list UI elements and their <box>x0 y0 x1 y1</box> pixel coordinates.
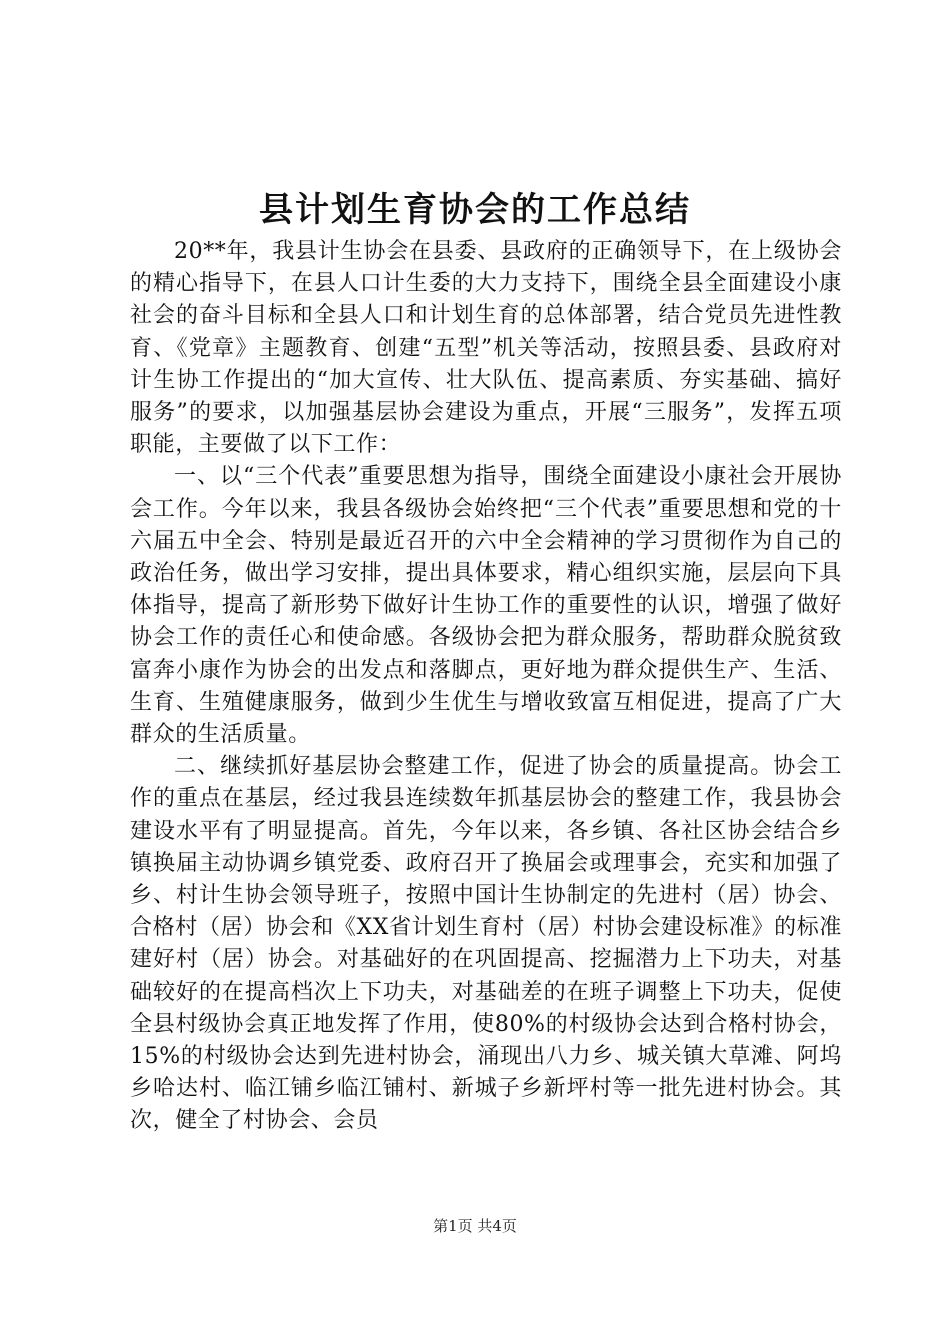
paragraph-intro: 20**年，我县计生协会在县委、县政府的正确领导下，在上级协会的精心指导下，在县人口计生委的大力支持下，围绕全县全面建设小康社会的奋斗目标和全县人口和计划生育的总体部署，结合党员先进性教育、《党章》主题教育、创建“五型”机关等活动，按照县委、县政府对计生协工作提出的“加大宣传、壮大队伍、提高素质、夯实基础、搞好服务”的要求，以加强基层协会建设为重点，开展“三服务”，发挥五项职能，主要做了以下工作： <box>130 239 842 458</box>
page-number-footer: 第1页 共4页 <box>433 1217 517 1235</box>
paragraph-section-2: 二、继续抓好基层协会整建工作，促进了协会的质量提高。协会工作的重点在基层，经过我县连续数年抓基层协会的整建工作，我县协会建设水平有了明显提高。首先，今年以来，各乡镇、各社区协会结合乡镇换届主动协调乡镇党委、政府召开了换届会或理事会，充实和加强了乡、村计生协会领导班子，按照中国计生协制定的先进村（居）协会、合格村（居）协会和《XX省计划生育村（居）村协会建设标准》的标准建好村（居）协会。对基础好的在巩固提高、挖掘潜力上下功夫，对基础较好的在提高档次上下功夫，对基础差的在班子调整上下功夫，促使全县村级协会真正地发挥了作用，使80%的村级协会达到合格村协会，15%的村级协会达到先进村协会，涌现出八力乡、城关镇大草滩、阿坞乡哈达村、临江铺乡临江铺村、新城子乡新坪村等一批先进村协会。其次，健全了村协会、会员 <box>130 754 842 1134</box>
document-body <box>130 236 842 1138</box>
paragraph-section-1: 一、以“三个代表”重要思想为指导，围绕全面建设小康社会开展协会工作。今年以来，我县各级协会始终把“三个代表”重要思想和党的十六届五中全会、特别是最近召开的六中全会精神的学习贯彻作为自己的政治任务，做出学习安排，提出具体要求，精心组织实施，层层向下具体指导，提高了新形势下做好计生协工作的重要性的认识，增强了做好协会工作的责任心和使命感。各级协会把为群众服务，帮助群众脱贫致富奔小康作为协会的出发点和落脚点，更好地为群众提供生产、生活、生育、生殖健康服务，做到少生优生与增收致富互相促进，提高了广大群众的生活质量。 <box>130 464 842 748</box>
document-title: 县计划生育协会的工作总结 <box>259 190 691 230</box>
